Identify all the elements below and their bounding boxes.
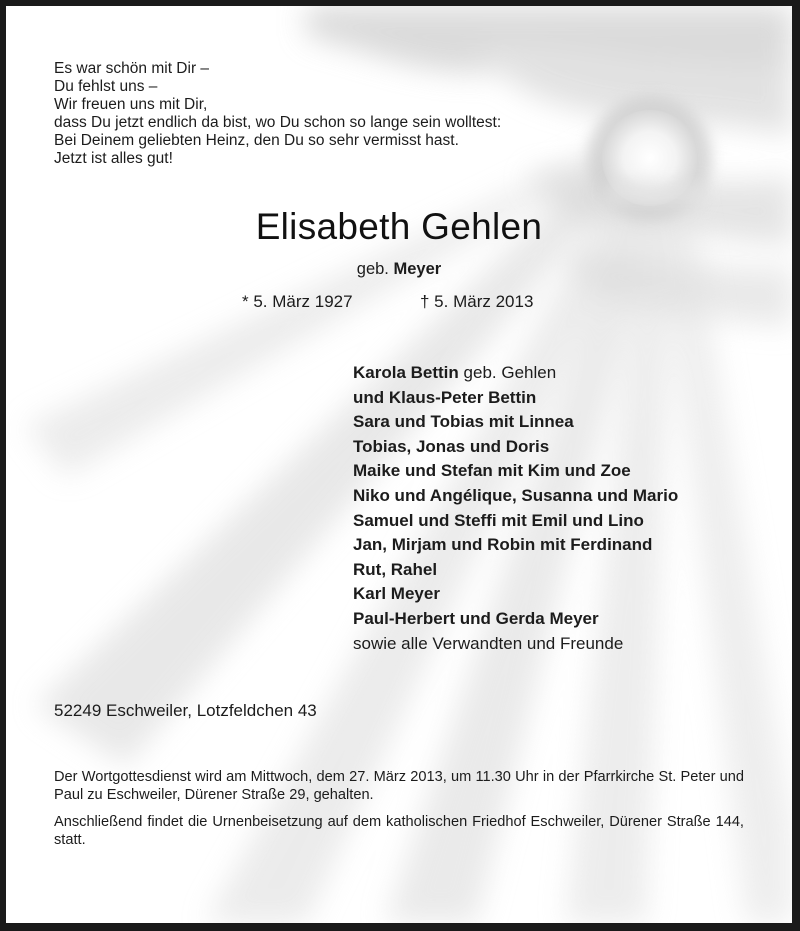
poem (54, 60, 501, 168)
mourner-line: Sara und Tobias mit Linnea (353, 412, 574, 432)
obituary-notice (6, 6, 792, 923)
address: 52249 Eschweiler, Lotzfeldchen 43 (54, 701, 317, 720)
mourner-line: und Klaus-Peter Bettin (353, 387, 537, 407)
birth-date: * 5. März 1927 (242, 292, 353, 311)
poem-line: dass Du jetzt endlich da bist, wo Du schon so lange sein wolltest: (54, 114, 502, 131)
poem-line: Jetzt ist alles gut! (54, 150, 173, 167)
poem-line: Es war schön mit Dir – (54, 60, 210, 77)
birth-name-value: Meyer (393, 260, 442, 278)
mourner-line: Niko und Angélique, Susanna und Mario (353, 485, 679, 505)
mourner-name: Karola Bettin (353, 363, 459, 382)
mourner-line (353, 361, 678, 386)
mourner-line: Rut, Rahel (353, 559, 438, 579)
deceased-name: Elisabeth Gehlen (255, 206, 543, 247)
death-date: † 5. März 2013 (420, 292, 534, 311)
mourner-line: Karl Meyer (353, 584, 440, 604)
notice-content (6, 6, 792, 923)
birth-name-prefix: geb. (356, 260, 389, 278)
burial-info: Anschließend findet die Urnenbeisetzung auf dem katholischen Friedhof Eschweiler, Dürener Straße 144, statt. (54, 814, 744, 848)
mourner-line: Paul-Herbert und Gerda Meyer (353, 608, 599, 628)
mourner-line: Tobias, Jonas und Doris (353, 436, 550, 456)
birth-name (6, 260, 792, 279)
poem-line: Du fehlst uns – (54, 78, 158, 95)
mourner-line: Maike und Stefan mit Kim und Zoe (353, 461, 631, 481)
service-info: Der Wortgottesdienst wird am Mittwoch, dem 27. März 2013, um 11.30 Uhr in der Pfarrkirche St. Peter und Paul zu Eschweiler, Dürener Straße 29, gehalten. (54, 769, 744, 803)
mourner-birth-name: geb. Gehlen (463, 363, 557, 382)
mourner-line: Samuel und Steffi mit Emil und Lino (353, 510, 644, 530)
mourners-list (353, 361, 678, 656)
poem-line: Wir freuen uns mit Dir, (54, 96, 208, 113)
mourner-line: Jan, Mirjam und Robin mit Ferdinand (353, 535, 653, 555)
poem-line: Bei Deinem geliebten Heinz, den Du so sehr vermisst hast. (54, 132, 459, 149)
mourners-closing: sowie alle Verwandten und Freunde (353, 633, 624, 653)
